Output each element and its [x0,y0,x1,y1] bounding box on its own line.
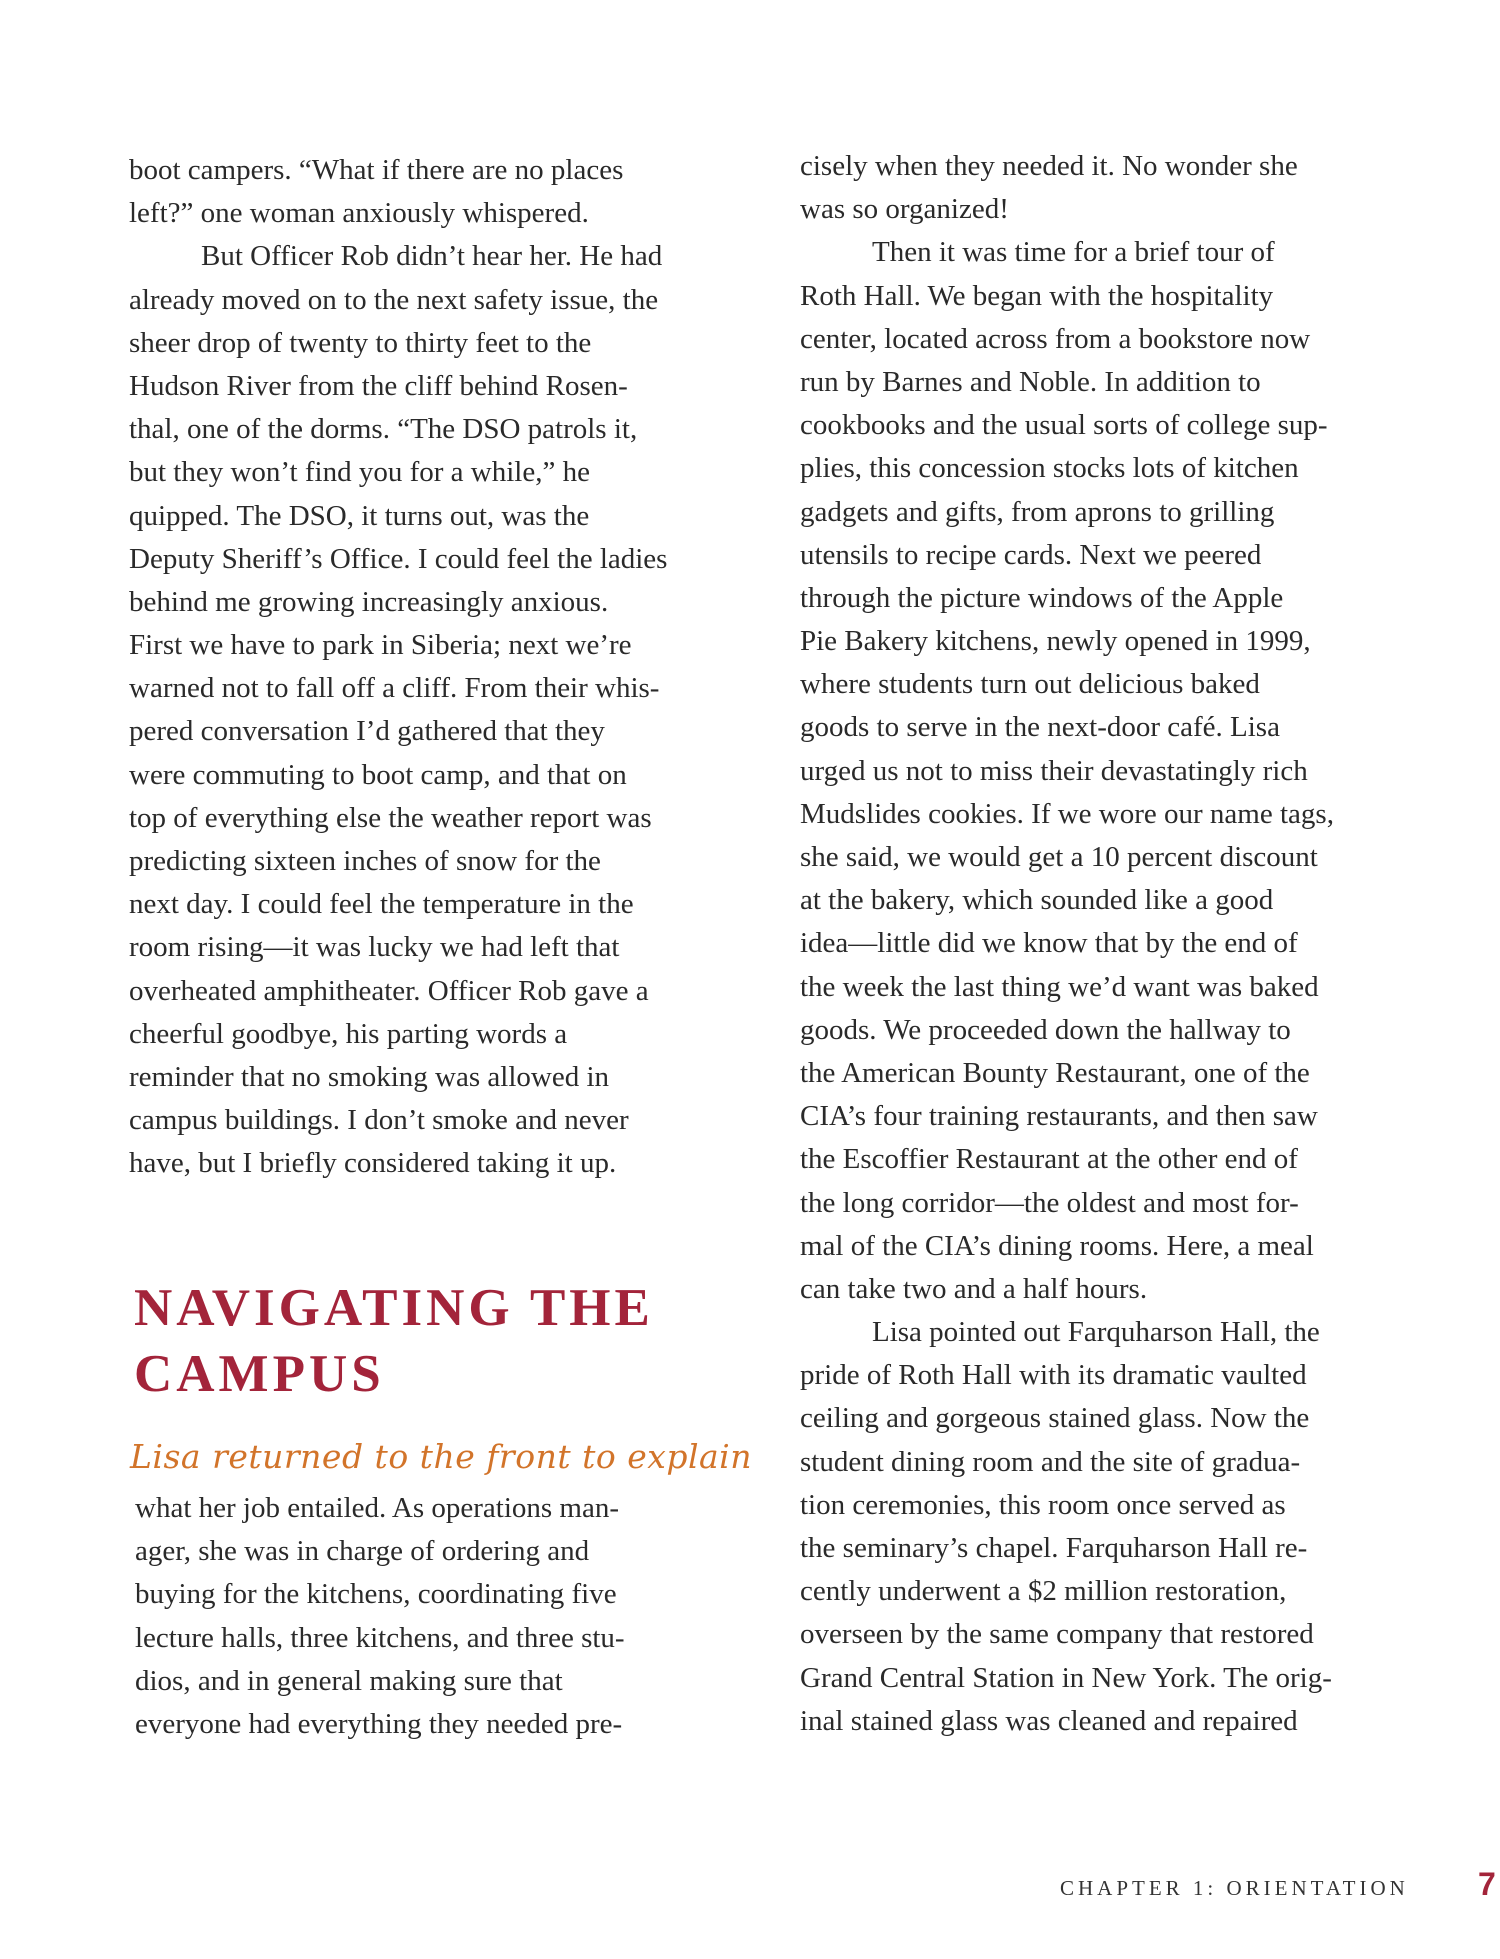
text-line: lecture halls, three kitchens, and three stu- [135,1621,625,1654]
text-line: urged us not to miss their devastatingly rich [800,754,1308,787]
text-line: inal stained glass was cleaned and repaired [800,1704,1298,1737]
text-line: pered conversation I’d gathered that they [129,715,605,748]
page-number: 7 [1478,1866,1496,1902]
text-line: at the bakery, which sounded like a good [800,884,1274,917]
text-line: plies, this concession stocks lots of kitchen [800,452,1299,485]
text-line: but they won’t find you for a while,” he [129,456,590,489]
text-line: pride of Roth Hall with its dramatic vaulted [800,1359,1307,1392]
text-line: Grand Central Station in New York. The orig- [800,1661,1332,1694]
text-line: Roth Hall. We began with the hospitality [800,279,1274,312]
text-line: the Escoffier Restaurant at the other end of [800,1143,1298,1176]
text-line: Deputy Sheriff’s Office. I could feel the ladies [129,542,668,575]
text-line: the seminary’s chapel. Farquharson Hall re- [800,1532,1308,1564]
text-line: goods. We proceeded down the hallway to [800,1013,1291,1046]
text-line: run by Barnes and Noble. In addition to [800,365,1261,398]
text-line: ager, she was in charge of ordering and [135,1535,590,1568]
text-line: Mudslides cookies. If we wore our name tags, [800,797,1334,830]
text-line: center, located across from a bookstore now [800,322,1311,355]
text-line: what her job entailed. As operations man- [135,1492,620,1524]
text-line: boot campers. “What if there are no places [129,154,624,186]
text-line: already moved on to the next safety issue, the [129,283,659,316]
text-line: overheated amphitheater. Officer Rob gave a [129,974,649,1007]
text-line: cently underwent a $2 million restoration, [800,1575,1287,1608]
text-line: behind me growing increasingly anxious. [129,585,609,618]
text-line: cookbooks and the usual sorts of college sup- [800,409,1328,442]
text-line: sheer drop of twenty to thirty feet to the [129,326,592,359]
text-line: ceiling and gorgeous stained glass. Now the [800,1402,1310,1435]
text-line: CIA’s four training restaurants, and then saw [800,1100,1318,1133]
text-line: were commuting to boot camp, and that on [129,758,627,791]
text-line: tion ceremonies, this room once served as [800,1488,1286,1521]
text-line: have, but I briefly considered taking it up. [129,1147,617,1180]
text-line: buying for the kitchens, coordinating five [135,1578,617,1611]
text-line: everyone had everything they needed pre- [135,1707,623,1740]
text-line: Then it was time for a brief tour of [872,236,1275,269]
text-line: was so organized! [800,193,1009,226]
text-line: goods to serve in the next-door café. Lisa [800,711,1280,744]
text-line: dios, and in general making sure that [135,1664,563,1697]
text-line: warned not to fall off a cliff. From their whis- [129,672,660,705]
text-line: top of everything else the weather report was [129,801,652,834]
script-lead-in: Lisa returned to the front to explain [130,1437,752,1476]
text-line: campus buildings. I don’t smoke and never [129,1104,629,1137]
heading-line: NAVIGATING THE [134,1279,654,1337]
right-column [800,145,1334,1743]
text-line: quipped. The DSO, it turns out, was the [129,499,590,532]
text-line: overseen by the same company that restored [800,1618,1314,1651]
text-line: cheerful goodbye, his parting words a [129,1017,568,1050]
text-line: mal of the CIA’s dining rooms. Here, a meal [800,1229,1314,1262]
text-line: where students turn out delicious baked [800,668,1260,701]
text-line: the long corridor—the oldest and most for- [800,1186,1299,1219]
text-line: idea—little did we know that by the end of [800,927,1298,960]
heading-line: CAMPUS [134,1345,385,1403]
text-line: cisely when they needed it. No wonder she [800,150,1298,182]
running-head: CHAPTER 1: ORIENTATION [1060,1876,1409,1900]
text-line: Hudson River from the cliff behind Rosen- [129,369,628,402]
text-line: predicting sixteen inches of snow for the [129,845,601,877]
text-line: the week the last thing we’d want was baked [800,970,1319,1003]
text-line: gadgets and gifts, from aprons to grilling [800,495,1275,528]
section-heading [134,1275,654,1407]
text-line: thal, one of the dorms. “The DSO patrols it, [129,413,638,446]
text-line: utensils to recipe cards. Next we peered [800,538,1262,571]
text-line: reminder that no smoking was allowed in [129,1060,610,1093]
text-line: through the picture windows of the Apple [800,581,1284,614]
text-line: First we have to park in Siberia; next we’re [129,629,632,662]
section-body [135,1487,625,1746]
text-line: next day. I could feel the temperature in the [129,888,634,921]
text-line: can take two and a half hours. [800,1272,1148,1305]
text-line: student dining room and the site of gradua- [800,1445,1301,1478]
text-line: the American Bounty Restaurant, one of the [800,1056,1310,1089]
text-line: left?” one woman anxiously whispered. [129,197,589,230]
text-line: room rising—it was lucky we had left that [129,931,620,964]
text-line: she said, we would get a 10 percent discount [800,841,1318,873]
text-line: Pie Bakery kitchens, newly opened in 1999, [800,625,1311,658]
text-line: Lisa pointed out Farquharson Hall, the [872,1316,1320,1349]
text-line: But Officer Rob didn’t hear her. He had [201,240,663,273]
left-column [129,149,667,1186]
